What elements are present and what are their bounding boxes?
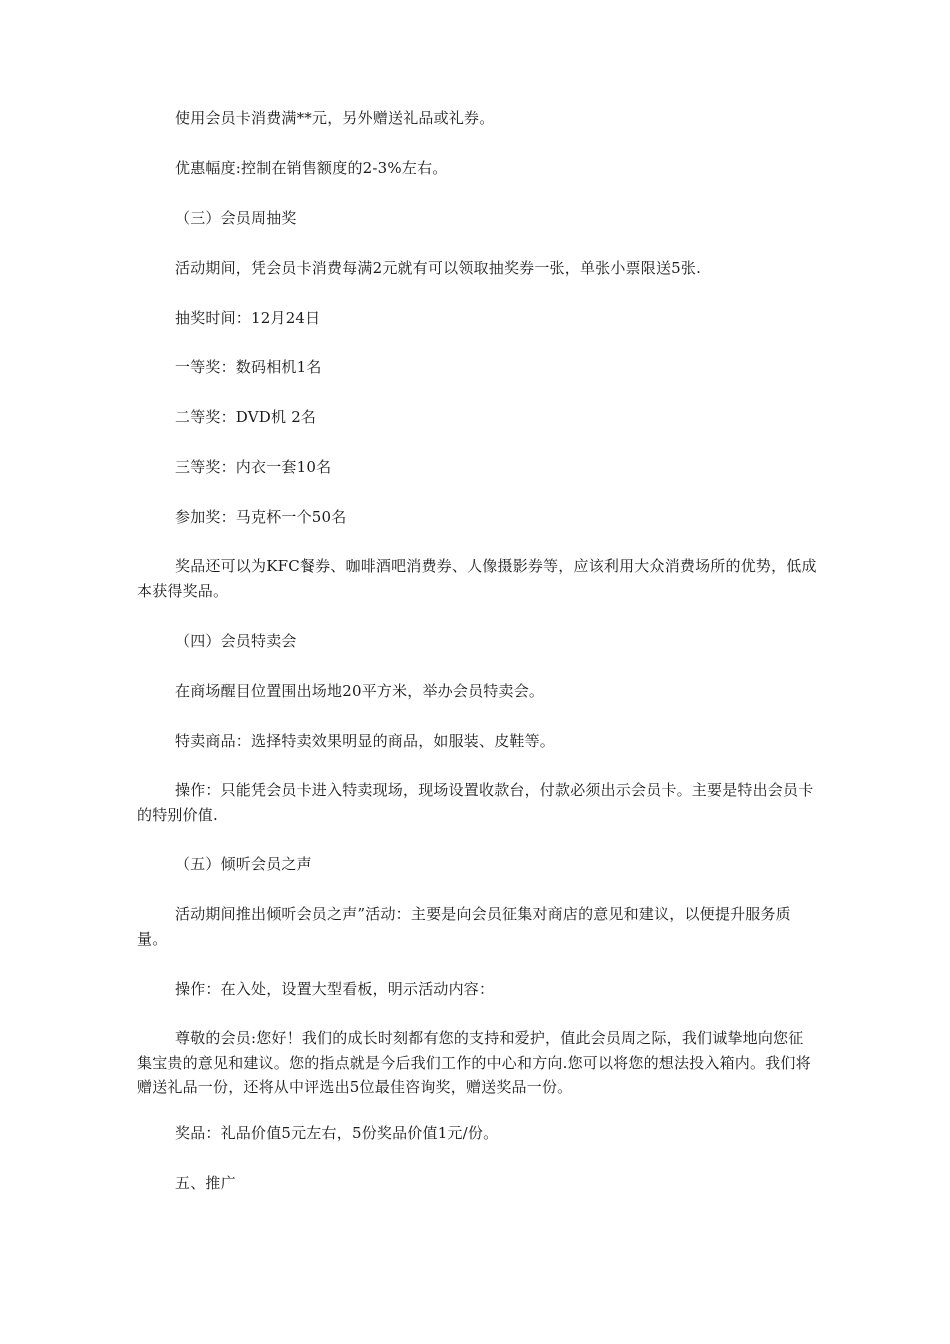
paragraph-sale-venue: 在商场醒目位置围出场地20平方米，举办会员特卖会。 (175, 682, 545, 700)
paragraph-voice-activity: 活动期间推出倾听会员之声”活动：主要是向会员征集对商店的意见和建议，以便提升服务质量。 (137, 905, 791, 948)
paragraph-third-prize: 三等奖：内衣一套10名 (175, 458, 332, 476)
section-heading-promotion: 五、推广 (175, 1174, 236, 1192)
section-heading-member-voice: （五）倾听会员之声 (175, 855, 312, 873)
section-heading-lottery: （三）会员周抽奖 (175, 209, 297, 227)
paragraph-prize-alternatives: 奖品还可以为KFC餐券、咖啡酒吧消费券、人像摄影券等，应该利用大众消费场所的优势，低成本获得奖品。 (137, 557, 817, 600)
paragraph-member-letter: 尊敬的会员:您好！我们的成长时刻都有您的支持和爱护，值此会员周之际，我们诚挚地向您征集宝贵的意见和建议。您的指点就是今后我们工作的中心和方向.您可以将您的想法投入箱内。我们将赠送礼品一份，还将从中评选出5位最佳咨询奖，赠送奖品一份。 (137, 1029, 811, 1096)
paragraph-lottery-rule: 活动期间，凭会员卡消费每满2元就有可以领取抽奖券一张，单张小票限送5张. (175, 259, 702, 277)
paragraph-membership-gift: 使用会员卡消费满**元，另外赠送礼品或礼券。 (175, 109, 495, 127)
paragraph-voice-operation: 操作：在入处，设置大型看板，明示活动内容： (175, 980, 495, 998)
paragraph-sale-goods: 特卖商品：选择特卖效果明显的商品，如服装、皮鞋等。 (175, 732, 556, 750)
paragraph-lottery-date: 抽奖时间：12月24日 (175, 309, 321, 327)
paragraph-participation-prize: 参加奖：马克杯一个50名 (175, 508, 347, 526)
paragraph-discount-range: 优惠幅度:控制在销售额度的2-3%左右。 (175, 159, 448, 177)
paragraph-sale-operation: 操作：只能凭会员卡进入特卖现场，现场设置收款台，付款必须出示会员卡。主要是特出会员卡的特别价值. (137, 781, 814, 824)
section-heading-special-sale: （四）会员特卖会 (175, 632, 297, 650)
paragraph-first-prize: 一等奖：数码相机1名 (175, 358, 322, 376)
paragraph-prize-value: 奖品：礼品价值5元左右，5份奖品价值1元/份。 (175, 1124, 499, 1142)
paragraph-second-prize: 二等奖：DVD机 2名 (175, 408, 317, 426)
